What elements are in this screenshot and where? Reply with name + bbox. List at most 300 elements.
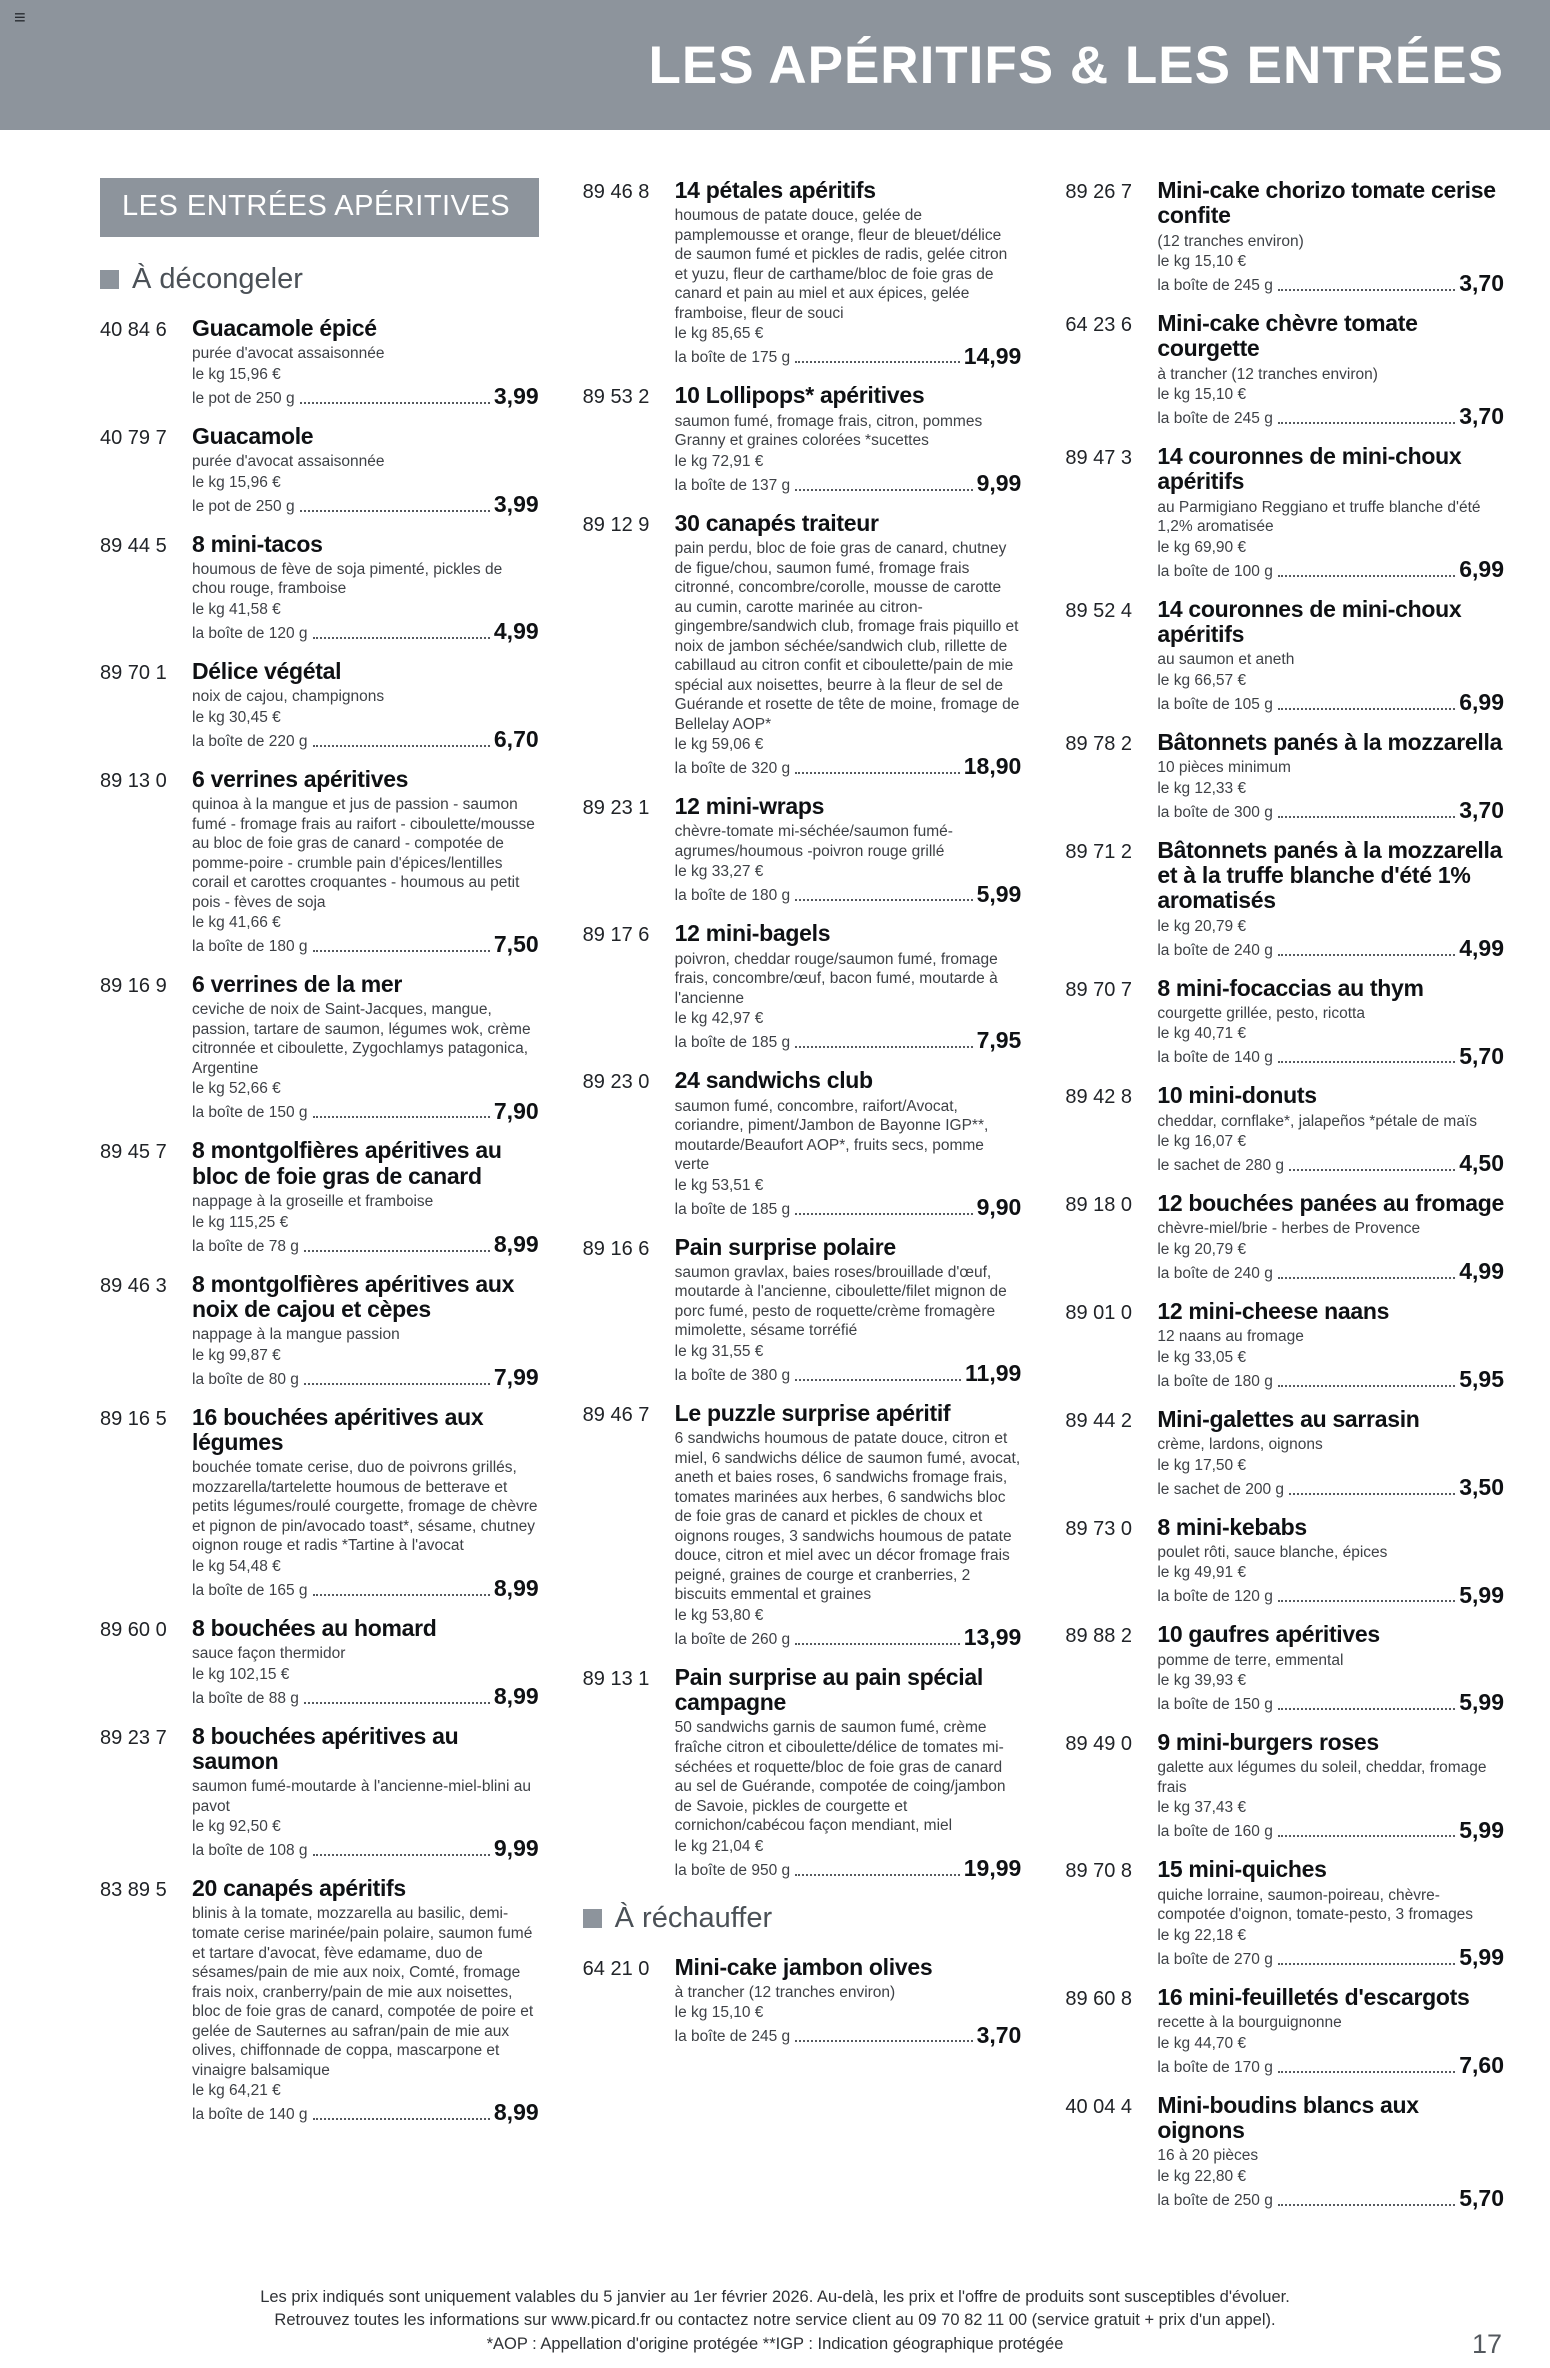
product-name: Pain surprise polaire: [674, 1233, 896, 1260]
dotted-leader: [1278, 422, 1455, 424]
product-description: à trancher (12 tranches environ): [674, 1983, 896, 2001]
product-code: 89 42 8: [1065, 1086, 1133, 1109]
product-unit-price: le kg 22,18 €: [1157, 1926, 1247, 1944]
product-price-line: [1157, 1689, 1504, 1716]
product-price: 19,99: [963, 1854, 1022, 1881]
product-name: 16 bouchées apéritives aux légumes: [192, 1403, 484, 1455]
product-body: [671, 511, 1022, 778]
product-price: 8,99: [493, 1682, 539, 1709]
product-price: 3,70: [1459, 796, 1504, 823]
product-pack-size: la boîte de 150 g: [192, 1104, 308, 1122]
dotted-leader: [1289, 1169, 1455, 1171]
product-body: [1153, 1730, 1504, 1841]
product-price-line: [192, 1097, 539, 1124]
section-title-box: LES ENTRÉES APÉRITIVES: [100, 178, 539, 237]
product-code: 89 12 9: [582, 513, 650, 536]
product-entry: [1065, 1407, 1504, 1499]
product-description: bouchée tomate cerise, duo de poivrons grillés, mozzarella/tartelette houmous de betterave et petits légumes/roulé courgette, fromage de chèvre et pignon de pin/avocado toast*, sésame, chutney oignon rouge et radis *Tartine à l'avocat: [192, 1459, 538, 1555]
product-pack-size: le sachet de 200 g: [1157, 1480, 1285, 1498]
product-unit-price: le kg 42,97 €: [674, 1010, 764, 1028]
product-name: 10 Lollipops* apéritives: [674, 382, 925, 409]
product-name: 12 mini-bagels: [674, 920, 831, 947]
product-entry: [1065, 838, 1504, 960]
footer-contact-text: Retrouvez toutes les informations sur www.picard.fr ou contactez notre service client au 09 70 82 11 00 (service gratuit + prix d'un appel).: [274, 2311, 1276, 2330]
product-body: [671, 921, 1022, 1052]
product-entry: [1065, 1191, 1504, 1283]
product-price: 3,99: [493, 490, 539, 517]
square-bullet-icon: [583, 1909, 602, 1928]
product-price-line: [192, 618, 539, 645]
product-name: 14 couronnes de mini-choux apéritifs: [1157, 595, 1462, 648]
product-price-line: [1157, 1816, 1504, 1843]
product-name: Délice végétal: [192, 657, 342, 684]
product-entry: [100, 532, 539, 643]
product-name: 6 verrines de la mer: [192, 971, 403, 998]
product-body: [1153, 444, 1504, 581]
product-description: pomme de terre, emmental: [1157, 1651, 1344, 1669]
product-name: Mini-cake chèvre tomate courgette: [1157, 310, 1418, 362]
product-pack-size: la boîte de 180 g: [1157, 1372, 1273, 1390]
product-pack-size: la boîte de 120 g: [192, 624, 308, 642]
product-entry: [583, 1665, 1022, 1880]
product-unit-price: le kg 66,57 €: [1157, 671, 1247, 689]
product-body: [1153, 597, 1504, 714]
product-unit-price: le kg 53,51 €: [674, 1176, 764, 1194]
product-name: 20 canapés apéritifs: [192, 1875, 406, 1902]
product-price-line: [674, 2021, 1022, 2048]
product-entry: [583, 178, 1022, 367]
product-price-line: [674, 880, 1022, 907]
product-pack-size: la boîte de 220 g: [192, 732, 308, 750]
product-body: [188, 1272, 539, 1389]
product-code: 83 89 5: [100, 1879, 167, 1902]
product-name: 14 couronnes de mini-choux apéritifs: [1157, 443, 1462, 495]
product-price-line: [1157, 2184, 1504, 2211]
dotted-leader: [313, 637, 490, 639]
product-description: saumon fumé, concombre, raifort/Avocat, coriandre, piment/Jambon de Bayonne IGP**, moutarde/Beaufort AOP*, fruits secs, pomme verte: [674, 1097, 989, 1174]
product-entry: [1065, 1985, 1504, 2077]
product-entry: [583, 794, 1022, 905]
product-name: 8 mini-tacos: [192, 530, 323, 557]
dotted-leader: [795, 1874, 960, 1876]
product-price: 6,99: [1459, 689, 1504, 716]
product-price-line: [674, 1624, 1022, 1651]
product-price-line: [1157, 934, 1504, 961]
product-price-line: [674, 469, 1022, 496]
product-entry: [1065, 1622, 1504, 1714]
product-body: [671, 1235, 1022, 1385]
product-price-line: [1157, 270, 1504, 297]
product-code: 89 13 1: [582, 1667, 650, 1690]
dotted-leader: [300, 402, 490, 404]
product-unit-price: le kg 15,10 €: [1157, 386, 1247, 404]
product-price-line: [192, 490, 539, 517]
product-price-line: [674, 1854, 1022, 1881]
product-price: 5,99: [1459, 1689, 1504, 1716]
product-pack-size: la boîte de 78 g: [192, 1237, 299, 1255]
product-entry: [583, 1235, 1022, 1385]
product-body: [1153, 1407, 1504, 1499]
product-entry: [1065, 597, 1504, 714]
product-description: crème, lardons, oignons: [1157, 1436, 1323, 1454]
product-price-line: [1157, 1150, 1504, 1177]
product-code: 89 13 0: [100, 769, 167, 792]
product-name: Le puzzle surprise apéritif: [674, 1399, 951, 1426]
product-unit-price: le kg 44,70 €: [1157, 2034, 1247, 2052]
product-price: 5,70: [1459, 2184, 1504, 2211]
product-pack-size: la boîte de 300 g: [1157, 803, 1273, 821]
dotted-leader: [1278, 1963, 1455, 1965]
product-code: 89 49 0: [1065, 1733, 1133, 1756]
product-price-line: [674, 1027, 1022, 1054]
product-unit-price: le kg 59,06 €: [674, 736, 764, 754]
product-entry: [583, 1068, 1022, 1218]
product-price-line: [1157, 796, 1504, 823]
product-body: [671, 1955, 1022, 2047]
product-price: 8,99: [493, 2099, 539, 2126]
dotted-leader: [313, 2118, 490, 2120]
product-body: [1153, 838, 1504, 960]
dotted-leader: [313, 950, 490, 952]
product-code: 89 18 0: [1065, 1194, 1133, 1217]
product-description: sauce façon thermidor: [192, 1645, 346, 1663]
product-name: 10 mini-donuts: [1157, 1082, 1317, 1109]
product-name: 8 montgolfières apéritives au bloc de foie gras de canard: [192, 1137, 502, 1189]
product-price-line: [674, 1193, 1022, 1220]
column-right: [1065, 178, 1504, 2226]
product-entry: [583, 1401, 1022, 1649]
product-pack-size: la boîte de 108 g: [192, 1842, 308, 1860]
product-price: 3,70: [1459, 403, 1504, 430]
product-pack-size: le pot de 250 g: [192, 389, 295, 407]
product-pack-size: la boîte de 245 g: [1157, 410, 1273, 428]
product-price-line: [1157, 1042, 1504, 1069]
product-unit-price: le kg 15,10 €: [1157, 253, 1247, 271]
product-price: 7,50: [493, 931, 539, 958]
product-price: 11,99: [965, 1360, 1022, 1387]
product-price-line: [1157, 1943, 1504, 1970]
dotted-leader: [1278, 1708, 1455, 1710]
product-price: 7,99: [493, 1363, 539, 1390]
product-price: 9,90: [976, 1193, 1022, 1220]
square-bullet-icon: [100, 270, 119, 289]
product-entry: [100, 1876, 539, 2124]
product-code: 89 23 7: [100, 1726, 167, 1749]
product-price: 5,99: [1459, 1816, 1504, 1843]
product-description: galette aux légumes du soleil, cheddar, fromage frais: [1157, 1759, 1487, 1796]
product-name: 8 bouchées au homard: [192, 1614, 437, 1641]
product-pack-size: la boîte de 320 g: [674, 760, 791, 778]
product-code: 89 16 6: [582, 1237, 650, 1260]
product-body: [188, 659, 539, 751]
product-unit-price: le kg 64,21 €: [192, 2082, 281, 2100]
product-code: 40 79 7: [100, 426, 167, 449]
product-price: 3,99: [493, 382, 539, 409]
dotted-leader: [795, 1643, 960, 1645]
product-price-line: [1157, 689, 1504, 716]
product-description: saumon gravlax, baies roses/brouillade d'œuf, moutarde à l'ancienne, ciboulette/filet mignon de porc fumé, pesto de roquette/crème fromagère mimolette, sésame torréfié: [674, 1263, 1007, 1340]
product-price-line: [192, 1363, 539, 1390]
product-description: 12 naans au fromage: [1157, 1328, 1304, 1346]
product-price-line: [192, 1835, 539, 1862]
product-price: 5,99: [1459, 1943, 1504, 1970]
product-description: saumon fumé-moutarde à l'ancienne-miel-blini au pavot: [192, 1778, 531, 1815]
dotted-leader: [1278, 954, 1455, 956]
product-price-line: [1157, 1581, 1504, 1608]
product-price: 8,99: [493, 1574, 539, 1601]
product-price: 7,95: [976, 1027, 1022, 1054]
product-pack-size: la boîte de 105 g: [1157, 695, 1273, 713]
product-body: [188, 1138, 539, 1255]
product-price-line: [1157, 555, 1504, 582]
dotted-leader: [795, 489, 972, 491]
product-body: [188, 1724, 539, 1861]
product-name: Mini-cake chorizo tomate cerise confite: [1157, 177, 1496, 229]
product-description: noix de cajou, champignons: [192, 688, 385, 706]
product-pack-size: la boîte de 100 g: [1157, 562, 1273, 580]
product-body: [188, 316, 539, 408]
product-unit-price: le kg 41,58 €: [192, 600, 281, 618]
product-code: 89 45 7: [100, 1141, 167, 1164]
product-code: 89 46 3: [100, 1274, 167, 1297]
product-price-line: [674, 1360, 1022, 1387]
product-entry: [1065, 1083, 1504, 1175]
product-unit-price: le kg 85,65 €: [674, 325, 764, 343]
product-code: 89 73 0: [1065, 1517, 1133, 1540]
product-body: [671, 1665, 1022, 1880]
product-name: 30 canapés traiteur: [674, 509, 879, 536]
subsection-heading-label: À décongeler: [132, 263, 303, 295]
dotted-leader: [1278, 2204, 1455, 2206]
footer-validity-text: Les prix indiqués sont uniquement valables du 5 janvier au 1er février 2026. Au-delà, les prix et l'offre de produits sont susceptibles d'évoluer.: [260, 2287, 1290, 2306]
product-unit-price: le kg 31,55 €: [674, 1342, 764, 1360]
dotted-leader: [795, 361, 960, 363]
product-columns: [100, 178, 1504, 2226]
product-description: à trancher (12 tranches environ): [1157, 365, 1378, 383]
product-price: 4,99: [1459, 1258, 1504, 1285]
product-code: 89 88 2: [1065, 1625, 1133, 1648]
product-pack-size: la boîte de 240 g: [1157, 1264, 1273, 1282]
product-body: [1153, 730, 1504, 822]
product-unit-price: le kg 30,45 €: [192, 708, 281, 726]
product-unit-price: le kg 21,04 €: [674, 1837, 764, 1855]
page-number: 17: [1471, 2329, 1502, 2359]
dotted-leader: [795, 2040, 972, 2042]
product-body: [671, 794, 1022, 905]
product-unit-price: le kg 72,91 €: [674, 452, 764, 470]
product-name: 8 mini-kebabs: [1157, 1513, 1307, 1540]
product-name: 6 verrines apéritives: [192, 765, 409, 792]
product-pack-size: la boîte de 245 g: [674, 2028, 791, 2046]
product-name: Guacamole: [192, 422, 314, 449]
product-name: Mini-boudins blancs aux oignons: [1157, 2091, 1419, 2143]
product-unit-price: le kg 17,50 €: [1157, 1456, 1247, 1474]
product-code: 89 44 5: [100, 534, 167, 557]
product-code: 89 53 2: [582, 386, 650, 409]
dotted-leader: [1278, 708, 1455, 710]
product-body: [188, 1405, 539, 1600]
product-description: pain perdu, bloc de foie gras de canard, chutney de figue/chou, saumon fumé, fromage frais citronné, concombre/corolle, mousse de carotte au cumin, carotte marinée au citron-gingembre/sandwich club, fromage frais piquillo et noix de jambon séchée/sandwich club, rillette de cabillaud au citron confit et ciboulette/pain de mie spécial aux noisettes, beurre à la fleur de sel de Guérande et rosette de tête de moine, fromage de Bellelay AOP*: [674, 539, 1020, 733]
product-pack-size: la boîte de 175 g: [674, 349, 791, 367]
product-price: 3,70: [1459, 270, 1504, 297]
product-pack-size: la boîte de 88 g: [192, 1689, 299, 1707]
product-description: houmous de patate douce, gelée de pamplemousse et orange, fleur de bleuet/délice de saumon fumé et pickles de radis, gelée citron et yuzu, fleur de carthame/bloc de foie gras de canard et pain au miel et aux épices, gelée framboise, fleur de souci: [674, 207, 1008, 322]
product-price: 7,90: [493, 1097, 539, 1124]
product-price: 6,70: [493, 725, 539, 752]
product-price-line: [192, 1682, 539, 1709]
product-pack-size: la boîte de 180 g: [192, 938, 308, 956]
product-code: 89 70 8: [1065, 1860, 1133, 1883]
product-body: [671, 178, 1022, 367]
product-price: 14,99: [963, 342, 1022, 369]
product-price-line: [674, 753, 1022, 780]
product-body: [188, 972, 539, 1122]
product-entry: [1065, 311, 1504, 428]
dotted-leader: [795, 899, 972, 901]
product-name: Bâtonnets panés à la mozzarella et à la truffe blanche d'été 1% aromatisés: [1157, 836, 1503, 914]
product-pack-size: la boîte de 140 g: [192, 2106, 308, 2124]
product-description: au Parmigiano Reggiano et truffe blanche d'été 1,2% aromatisée: [1157, 498, 1481, 536]
product-body: [671, 1068, 1022, 1218]
dotted-leader: [304, 1250, 490, 1252]
product-unit-price: le kg 33,27 €: [674, 863, 764, 881]
dotted-leader: [795, 1379, 961, 1381]
subsection-heading: [100, 263, 539, 296]
product-pack-size: la boîte de 185 g: [674, 1200, 791, 1218]
product-price: 9,99: [493, 1835, 539, 1862]
product-code: 64 21 0: [582, 1957, 650, 1980]
product-code: 89 60 0: [100, 1618, 167, 1641]
product-pack-size: la boîte de 245 g: [1157, 277, 1273, 295]
product-body: [1153, 1083, 1504, 1175]
product-unit-price: le kg 52,66 €: [192, 1080, 281, 1098]
product-description: quiche lorraine, saumon-poireau, chèvre-compotée d'oignon, tomate-pesto, 3 fromages: [1157, 1886, 1474, 1924]
product-pack-size: la boîte de 380 g: [674, 1366, 791, 1384]
product-description: 16 à 20 pièces: [1157, 2147, 1259, 2165]
product-code: 89 23 0: [582, 1071, 650, 1094]
dotted-leader: [1289, 1493, 1455, 1495]
product-body: [1153, 1857, 1504, 1968]
product-price: 5,99: [976, 880, 1022, 907]
product-entry: [100, 1272, 539, 1389]
product-name: 8 mini-focaccias au thym: [1157, 974, 1424, 1001]
product-price: 4,99: [493, 618, 539, 645]
product-unit-price: le kg 53,80 €: [674, 1606, 764, 1624]
product-body: [1153, 1515, 1504, 1607]
product-description: courgette grillée, pesto, ricotta: [1157, 1004, 1365, 1022]
product-pack-size: la boîte de 165 g: [192, 1581, 308, 1599]
product-description: 10 pièces minimum: [1157, 759, 1291, 777]
product-name: Guacamole épicé: [192, 315, 377, 341]
product-pack-size: la boîte de 120 g: [1157, 1588, 1273, 1606]
product-entry: [100, 972, 539, 1122]
product-unit-price: le kg 39,93 €: [1157, 1672, 1247, 1690]
product-name: 14 pétales apéritifs: [674, 177, 876, 203]
product-body: [1153, 178, 1504, 295]
product-code: 89 60 8: [1065, 1987, 1133, 2010]
product-price-line: [1157, 403, 1504, 430]
product-entry: [100, 1616, 539, 1708]
subsection-heading: [583, 1902, 1022, 1935]
dotted-leader: [1278, 2071, 1455, 2073]
dotted-leader: [795, 772, 960, 774]
product-price-line: [1157, 1473, 1504, 1500]
dotted-leader: [313, 1854, 490, 1856]
product-description: chèvre-miel/brie - herbes de Provence: [1157, 1220, 1421, 1238]
product-pack-size: le pot de 250 g: [192, 497, 295, 515]
product-code: 89 71 2: [1065, 840, 1133, 863]
product-unit-price: le kg 69,90 €: [1157, 538, 1247, 556]
product-entry: [100, 316, 539, 408]
product-unit-price: le kg 22,80 €: [1157, 2167, 1247, 2185]
product-code: 89 70 1: [100, 661, 167, 684]
dotted-leader: [795, 1213, 972, 1215]
product-entry: [1065, 178, 1504, 295]
product-unit-price: le kg 16,07 €: [1157, 1133, 1247, 1151]
product-pack-size: la boîte de 240 g: [1157, 941, 1273, 959]
product-price-line: [1157, 2051, 1504, 2078]
product-description: 50 sandwichs garnis de saumon fumé, crème fraîche citron et ciboulette/délice de tomates mi-séchées et roquette/bloc de foie gras de canard au sel de Guérande, compotée de coing/jambon de Savoie, pickles de courgette et cornichon/cabécou façon mendiant, miel: [674, 1719, 1006, 1835]
product-description: purée d'avocat assaisonnée: [192, 345, 385, 363]
product-description: saumon fumé, fromage frais, citron, pommes Granny et graines colorées *sucettes: [674, 412, 983, 450]
product-body: [1153, 2093, 1504, 2210]
product-unit-price: le kg 102,15 €: [192, 1665, 290, 1683]
product-code: 89 46 8: [582, 181, 650, 203]
product-code: 89 78 2: [1065, 732, 1133, 755]
product-description: purée d'avocat assaisonnée: [192, 453, 385, 471]
product-unit-price: le kg 33,05 €: [1157, 1348, 1247, 1366]
product-description: ceviche de noix de Saint-Jacques, mangue, passion, tartare de saumon, légumes wok, crème citronnée et ciboulette, Zygochlamys patagonica, Argentine: [192, 1001, 531, 1077]
product-pack-size: la boîte de 950 g: [674, 1861, 791, 1879]
product-code: 89 17 6: [582, 924, 650, 947]
product-code: 89 16 9: [100, 975, 167, 998]
product-price-line: [192, 2099, 539, 2126]
product-unit-price: le kg 20,79 €: [1157, 917, 1247, 935]
product-code: 89 47 3: [1065, 447, 1133, 470]
product-pack-size: la boîte de 160 g: [1157, 1823, 1273, 1841]
product-price-line: [192, 725, 539, 752]
product-name: 8 bouchées apéritives au saumon: [192, 1722, 459, 1774]
page-header-banner: [0, 0, 1550, 130]
product-code: 89 01 0: [1065, 1301, 1133, 1324]
product-name: 9 mini-burgers roses: [1157, 1729, 1379, 1756]
product-entry: [583, 921, 1022, 1052]
product-price-line: [1157, 1258, 1504, 1285]
product-price-line: [192, 382, 539, 409]
product-pack-size: la boîte de 250 g: [1157, 2191, 1273, 2209]
product-name: Mini-galettes au sarrasin: [1157, 1405, 1420, 1432]
product-pack-size: la boîte de 150 g: [1157, 1696, 1273, 1714]
product-price: 7,60: [1459, 2051, 1504, 2078]
product-entry: [583, 1955, 1022, 2047]
product-body: [188, 532, 539, 643]
product-price: 5,95: [1459, 1365, 1504, 1392]
product-price: 4,50: [1459, 1150, 1504, 1177]
product-price: 5,99: [1459, 1581, 1504, 1608]
product-body: [671, 383, 1022, 494]
product-name: Pain surprise au pain spécial campagne: [674, 1663, 983, 1716]
product-entry: [583, 383, 1022, 494]
product-entry: [100, 1138, 539, 1255]
product-price: 18,90: [963, 753, 1022, 780]
page-title: LES APÉRITIFS & LES ENTRÉES: [648, 35, 1504, 95]
product-description: blinis à la tomate, mozzarella au basilic, demi-tomate cerise marinée/pain polaire, saumon fumé et tartare d'avocat, fève edamame, duo de sésames/pain de mie aux noix, Comté, fromage frais noix, cranberry/pain de mie aux noisettes, bloc de foie gras de canard, compotée de poire et gelée de Sauternes au safran/pain de mie aux olives, chiffonnade de coppa, mascarpone et vinaigre balsamique: [192, 1905, 534, 2079]
product-body: [671, 1401, 1022, 1649]
product-description: quinoa à la mangue et jus de passion - saumon fumé - fromage frais au raifort - ciboulette/mousse au bloc de foie gras de canard - compotée de pomme-poire - crumble pain d'épices/lentilles corail et carottes croquantes - houmous au petit pois - fèves de soja: [192, 796, 535, 911]
product-description: poivron, cheddar rouge/saumon fumé, fromage frais, concombre/œuf, bacon fumé, moutarde à l'ancienne: [674, 950, 998, 1007]
product-price: 5,70: [1459, 1042, 1504, 1069]
product-price: 6,99: [1459, 555, 1504, 582]
